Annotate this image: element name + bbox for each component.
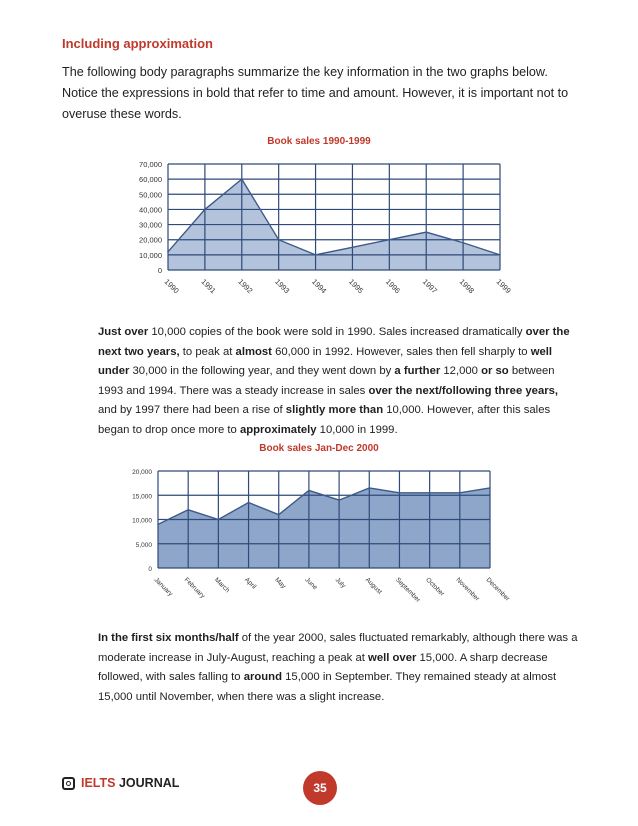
data-point — [368, 487, 370, 489]
chart2-title: Book sales Jan-Dec 2000 — [259, 443, 379, 454]
x-tick-label: 1992 — [236, 277, 255, 296]
x-tick-label: March — [212, 576, 231, 595]
paragraph-2 — [98, 629, 578, 707]
x-tick-label: 1995 — [347, 277, 366, 296]
intro-paragraph: The following body paragraphs summarize the key information in the two graphs below. Notice the expressions in bold that refer to time and amount. However, it is important not to overuse these words. — [62, 65, 569, 121]
data-point — [187, 509, 189, 511]
y-tick-label: 20,000 — [139, 235, 162, 245]
y-tick-label: 10,000 — [139, 250, 162, 260]
y-tick-label: 0 — [148, 566, 152, 573]
section-heading: Including approximation — [62, 36, 213, 51]
bold-expression: around — [243, 671, 282, 683]
x-tick-label: October — [424, 576, 446, 598]
data-point — [425, 231, 427, 233]
data-point — [308, 490, 310, 492]
bold-expression: over the next/following three years, — [368, 384, 559, 397]
x-tick-label: August — [363, 576, 384, 596]
instagram-camera-icon — [62, 777, 75, 790]
x-tick-label: 1996 — [383, 277, 403, 296]
data-point — [352, 246, 354, 248]
data-point — [315, 254, 317, 256]
bold-expression: slightly more than — [285, 404, 384, 416]
x-tick-label: 1993 — [273, 277, 292, 296]
data-point — [462, 242, 464, 244]
text-run: 12,000 — [440, 365, 482, 377]
text-run: to peak at — [179, 345, 236, 358]
x-tick-label: June — [303, 576, 319, 592]
text-run: 60,000 in 1992. However, sales then fell sharply to — [271, 345, 531, 358]
y-tick-label: 50,000 — [139, 190, 162, 200]
x-tick-label: November — [454, 576, 481, 603]
x-tick-label: 1994 — [310, 277, 329, 296]
bold-expression: over the next two years, — [98, 326, 570, 358]
y-tick-label: 15,000 — [132, 493, 152, 501]
x-tick-label: 1997 — [420, 277, 439, 296]
y-tick-label: 40,000 — [139, 205, 162, 215]
chart1-title: Book sales 1990-1999 — [267, 136, 371, 147]
data-point — [338, 499, 340, 501]
bold-expression: almost — [235, 345, 272, 358]
data-point — [499, 254, 501, 256]
data-point — [399, 492, 401, 494]
data-point — [248, 502, 250, 504]
bold-expression: Just over — [98, 326, 149, 338]
y-tick-label: 30,000 — [139, 220, 162, 230]
text-run: between 1993 and 1994. There was a steady increase in sales — [98, 365, 555, 397]
x-tick-label: 1999 — [494, 277, 513, 296]
text-run: and by 1997 there had been a rise of — [98, 404, 286, 416]
page-number-badge: 35 — [303, 771, 337, 805]
bold-expression: approximately — [239, 423, 317, 436]
bold-expression: well over — [368, 651, 417, 664]
data-point — [389, 239, 391, 241]
data-point — [204, 209, 206, 211]
data-point — [278, 514, 280, 516]
book-sales-1990-1999-chart — [110, 158, 530, 308]
y-tick-label: 0 — [157, 266, 162, 275]
y-tick-label: 20,000 — [132, 469, 152, 476]
text-run: 30,000 in the following year, and they went down by — [129, 365, 395, 377]
text-run: 10,000 copies of the book were sold in 1990. Sales increased dramatically — [148, 326, 526, 338]
text-run: of the year 2000, sales fluctuated remarkably, although there was a moderate increase in July-August, reaching a peak at — [98, 632, 578, 664]
x-tick-label: May — [273, 576, 287, 591]
y-tick-label: 70,000 — [139, 160, 162, 169]
bold-expression: or so — [481, 365, 509, 377]
footer-logo — [62, 776, 179, 790]
text-run: 10,000. However, after this sales began to drop once more to — [98, 404, 551, 436]
y-tick-label: 60,000 — [139, 175, 162, 185]
y-tick-label: 10,000 — [132, 517, 152, 525]
data-point — [157, 524, 159, 526]
x-tick-label: January — [152, 576, 174, 598]
bold-expression: well under — [98, 345, 553, 377]
x-tick-label: December — [484, 576, 511, 603]
x-tick-label: September — [394, 576, 422, 604]
data-point — [167, 251, 169, 253]
x-tick-label: 1991 — [199, 277, 218, 296]
data-point — [459, 492, 461, 494]
text-run: 15,000 in September. They remained steady at almost 15,000 until November, when there was a slight increase. — [98, 671, 557, 703]
data-point — [489, 487, 491, 489]
text-run: 10,000 in 1999. — [316, 423, 398, 436]
x-tick-label: July — [333, 576, 347, 590]
x-tick-label: February — [182, 576, 207, 600]
bold-expression: In the first six months/half — [98, 632, 239, 644]
paragraph-1 — [98, 323, 578, 440]
y-tick-label: 5,000 — [135, 541, 152, 549]
data-point — [241, 178, 243, 180]
x-tick-label: April — [243, 576, 258, 591]
area-fill — [158, 488, 490, 568]
x-tick-label: 1990 — [162, 277, 181, 296]
data-point — [218, 519, 220, 521]
x-tick-label: 1998 — [457, 277, 476, 296]
data-point — [278, 239, 280, 241]
bold-expression: a further — [394, 365, 441, 377]
data-point — [429, 492, 431, 494]
text-run: 15,000. A sharp decrease followed, with sales falling to — [98, 651, 548, 683]
book-sales-2000-chart — [100, 465, 540, 615]
footer-brand: IELTS — [81, 776, 116, 790]
footer-brand-rest: JOURNAL — [115, 776, 180, 790]
